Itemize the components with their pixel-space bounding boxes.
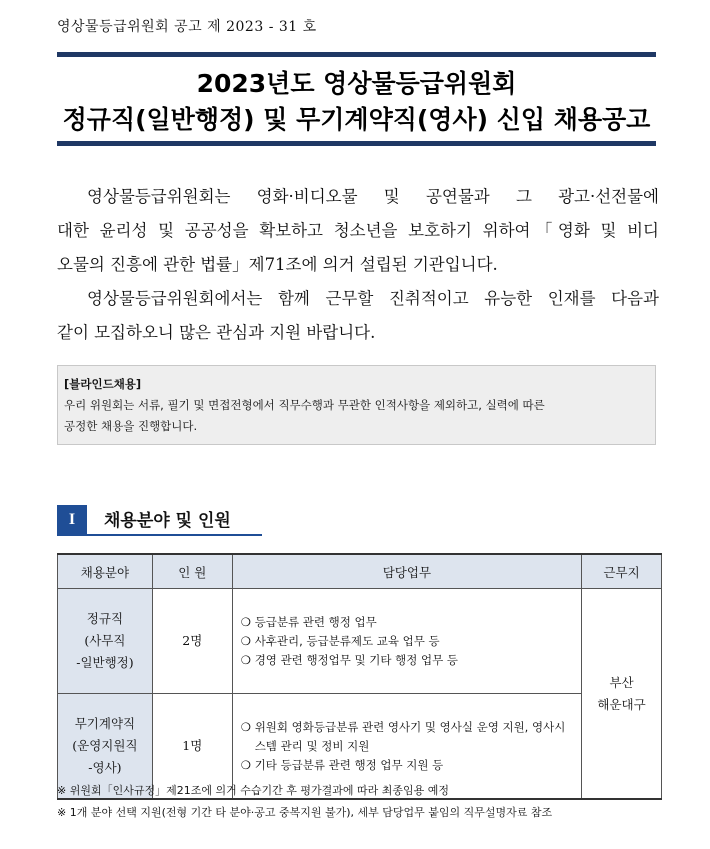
count-cell: 1명	[152, 694, 232, 800]
header-count: 인 원	[152, 554, 232, 589]
intro-line: 영상물등급위원회는 영화·비디오물 및 공연물과 그 광고·선전물에	[87, 187, 659, 206]
footnote: ※ 위원회「인사규정」제21조에 의거 수습기간 후 평가결과에 따라 최종임용 예정	[57, 784, 449, 797]
field-line: -영사)	[88, 760, 122, 775]
circle-bullet-icon: ❍	[240, 757, 252, 772]
section-number-badge: I	[57, 505, 87, 535]
intro-line: 대한 윤리성 및 공공성을 확보하고 청소년을 보호하기 위하여「영화 및 비디	[57, 221, 659, 240]
section-title: 채용분야 및 인원	[104, 511, 231, 531]
location-cell	[582, 589, 662, 800]
field-line: 정규직	[86, 611, 124, 626]
field-line: -일반행정)	[76, 655, 134, 670]
circle-bullet-icon: ❍	[240, 719, 252, 734]
page-title-line2: 정규직(일반행정) 및 무기계약직(영사) 신입 채용공고	[62, 105, 651, 134]
header-location: 근무지	[582, 554, 662, 589]
duty-item: ❍ 등급분류 관련 행정 업무	[241, 613, 573, 632]
location-line: 부산	[609, 674, 634, 690]
duty-item: ❍ 사후관리, 등급분류제도 교육 업무 등	[241, 632, 573, 651]
field-line: (사무직	[84, 633, 126, 648]
duty-item: ❍ 기타 등급분류 관련 행정 업무 지원 등	[241, 756, 573, 775]
blind-hiring-line: 공정한 채용을 진행합니다.	[64, 419, 198, 433]
location-line: 해운대구	[597, 696, 646, 712]
duty-item: ❍ 위원회 영화등급분류 관련 영사기 및 영사실 운영 지원, 영사시스템 관리 및 정비 지원	[241, 718, 573, 756]
blind-hiring-line: 우리 위원회는 서류, 필기 및 면접전형에서 직무수행과 무관한 인적사항을 제외하고, 실력에 따른	[64, 398, 545, 412]
duty-item: ❍ 경영 관련 행정업무 및 기타 행정 업무 등	[241, 651, 573, 670]
intro-line: 같이 모집하오니 많은 관심과 지원 바랍니다.	[57, 323, 376, 342]
circle-bullet-icon: ❍	[240, 633, 252, 648]
header-field: 채용분야	[58, 554, 153, 589]
intro-paragraph-2	[57, 282, 659, 350]
header-duties: 담당업무	[232, 554, 581, 589]
title-top-rule	[57, 52, 656, 57]
section-underline	[57, 534, 262, 536]
notice-number: 영상물등급위원회 공고 제 2023 - 31 호	[57, 19, 317, 35]
intro-paragraph-1	[57, 180, 659, 282]
count-cell: 2명	[152, 589, 232, 694]
field-cell	[58, 589, 153, 694]
intro-line: 오물의 진흥에 관한 법률」제71조에 의거 설립된 기관입니다.	[57, 255, 498, 274]
blind-hiring-box	[57, 365, 656, 445]
blind-hiring-title: [블라인드채용]	[64, 377, 142, 391]
title-bottom-rule	[57, 141, 656, 146]
table-row	[58, 589, 662, 694]
intro-line: 영상물등급위원회에서는 함께 근무할 진취적이고 유능한 인재를 다음과	[87, 289, 659, 308]
circle-bullet-icon: ❍	[240, 652, 252, 667]
field-line: (운영지원직	[72, 738, 138, 753]
circle-bullet-icon: ❍	[240, 614, 252, 629]
duties-cell	[232, 589, 581, 694]
field-line: 무기계약직	[74, 716, 136, 731]
footnote: ※ 1개 분야 선택 지원(전형 기간 타 분야·공고 중복지원 불가), 세부 담당업무 붙임의 직무설명자료 참조	[57, 806, 553, 819]
recruitment-table	[57, 553, 662, 800]
page-title-line1: 2023년도 영상물등급위원회	[196, 69, 517, 98]
